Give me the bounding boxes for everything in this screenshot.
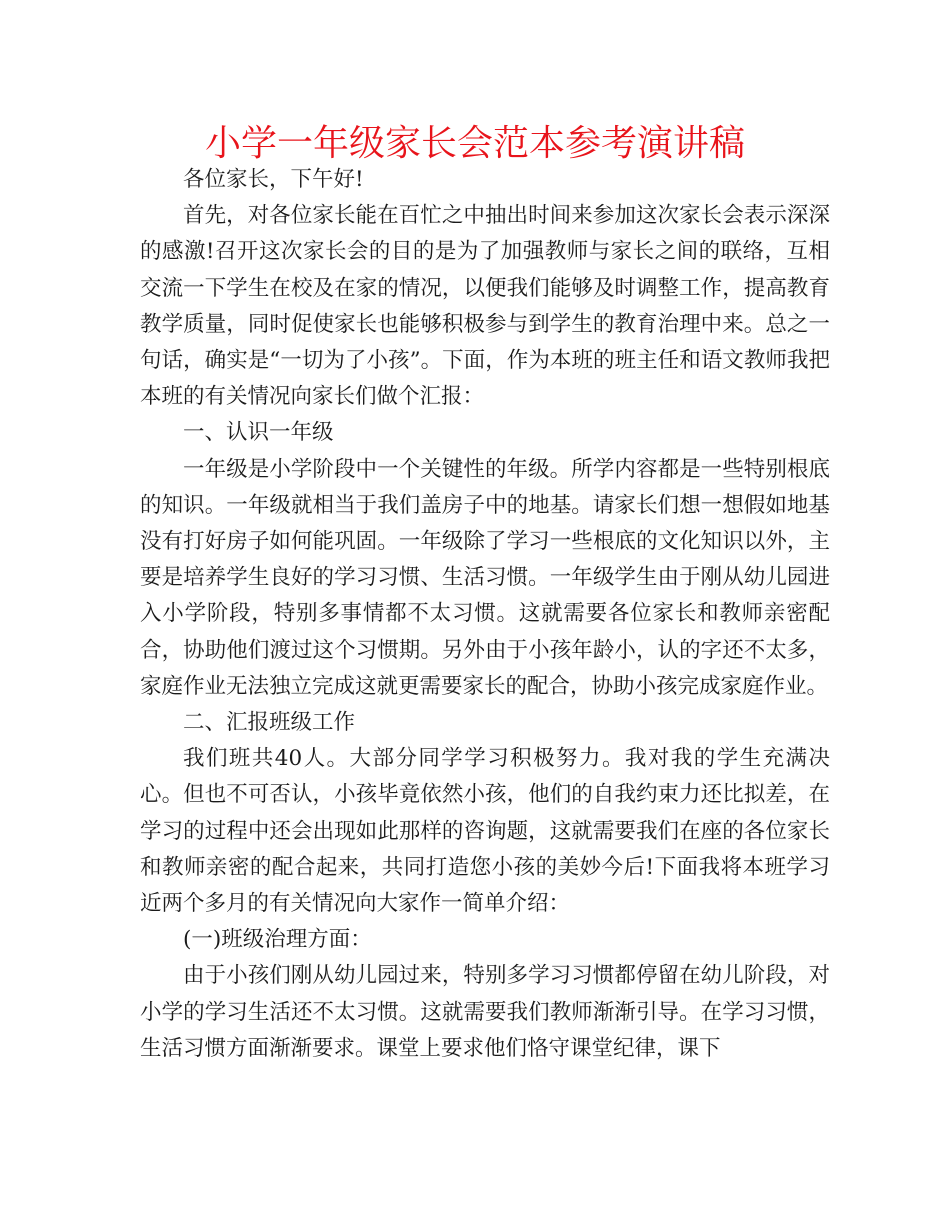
- paragraph-class-management: 由于小孩们刚从幼儿园过来，特别多学习习惯都停留在幼儿阶段，对小学的学习生活还不太习惯。这就需要我们教师渐渐引导。在学习习惯，生活习惯方面渐渐要求。课堂上要求他们恪守课堂纪律，课下: [140, 963, 830, 1061]
- document-body: [140, 162, 830, 1067]
- paragraph-grade-one: 一年级是小学阶段中一个关键性的年级。所学内容都是一些特别根底的知识。一年级就相当于我们盖房子中的地基。请家长们想一想假如地基没有打好房子如何能巩固。一年级除了学习一些根底的文化知识以外，主要是培养学生良好的学习习惯、生活习惯。一年级学生由于刚从幼儿园进入小学阶段，特别多事情都不太习惯。这就需要各位家长和教师亲密配合，协助他们渡过这个习惯期。另外由于小孩年龄小，认的字还不太多，家庭作业无法独立完成这就更需要家长的配合，协助小孩完成家庭作业。: [140, 456, 830, 699]
- paragraph-intro: 首先，对各位家长能在百忙之中抽出时间来参加这次家长会表示深深的感激!召开这次家长会的目的是为了加强教师与家长之间的联络，互相交流一下学生在校及在家的情况，以便我们能够及时调整工作，提高教育教学质量，同时促使家长也能够积极参与到学生的教育治理中来。总之一句话，确实是“一切为了小孩”。下面，作为本班的班主任和语文教师我把本班的有关情况向家长们做个汇报：: [140, 203, 830, 410]
- subsection-heading-class-management: (一)班级治理方面：: [183, 927, 372, 953]
- section-heading-know-grade-one: 一、认识一年级: [183, 420, 334, 446]
- document-title: 小学一年级家长会范本参考演讲稿: [204, 123, 745, 164]
- section-heading-class-report: 二、汇报班级工作: [183, 710, 356, 736]
- paragraph-class-report: 我们班共40人。大部分同学学习积极努力。我对我的学生充满决心。但也不可否认，小孩毕竟依然小孩，他们的自我约束力还比拟差，在学习的过程中还会出现如此那样的咨询题，这就需要我们在座的各位家长和教师亲密的配合起来，共同打造您小孩的美妙今后!下面我将本班学习近两个多月的有关情况向大家作一简单介绍：: [140, 746, 830, 917]
- paragraph-greeting: 各位家长，下午好!: [183, 167, 364, 192]
